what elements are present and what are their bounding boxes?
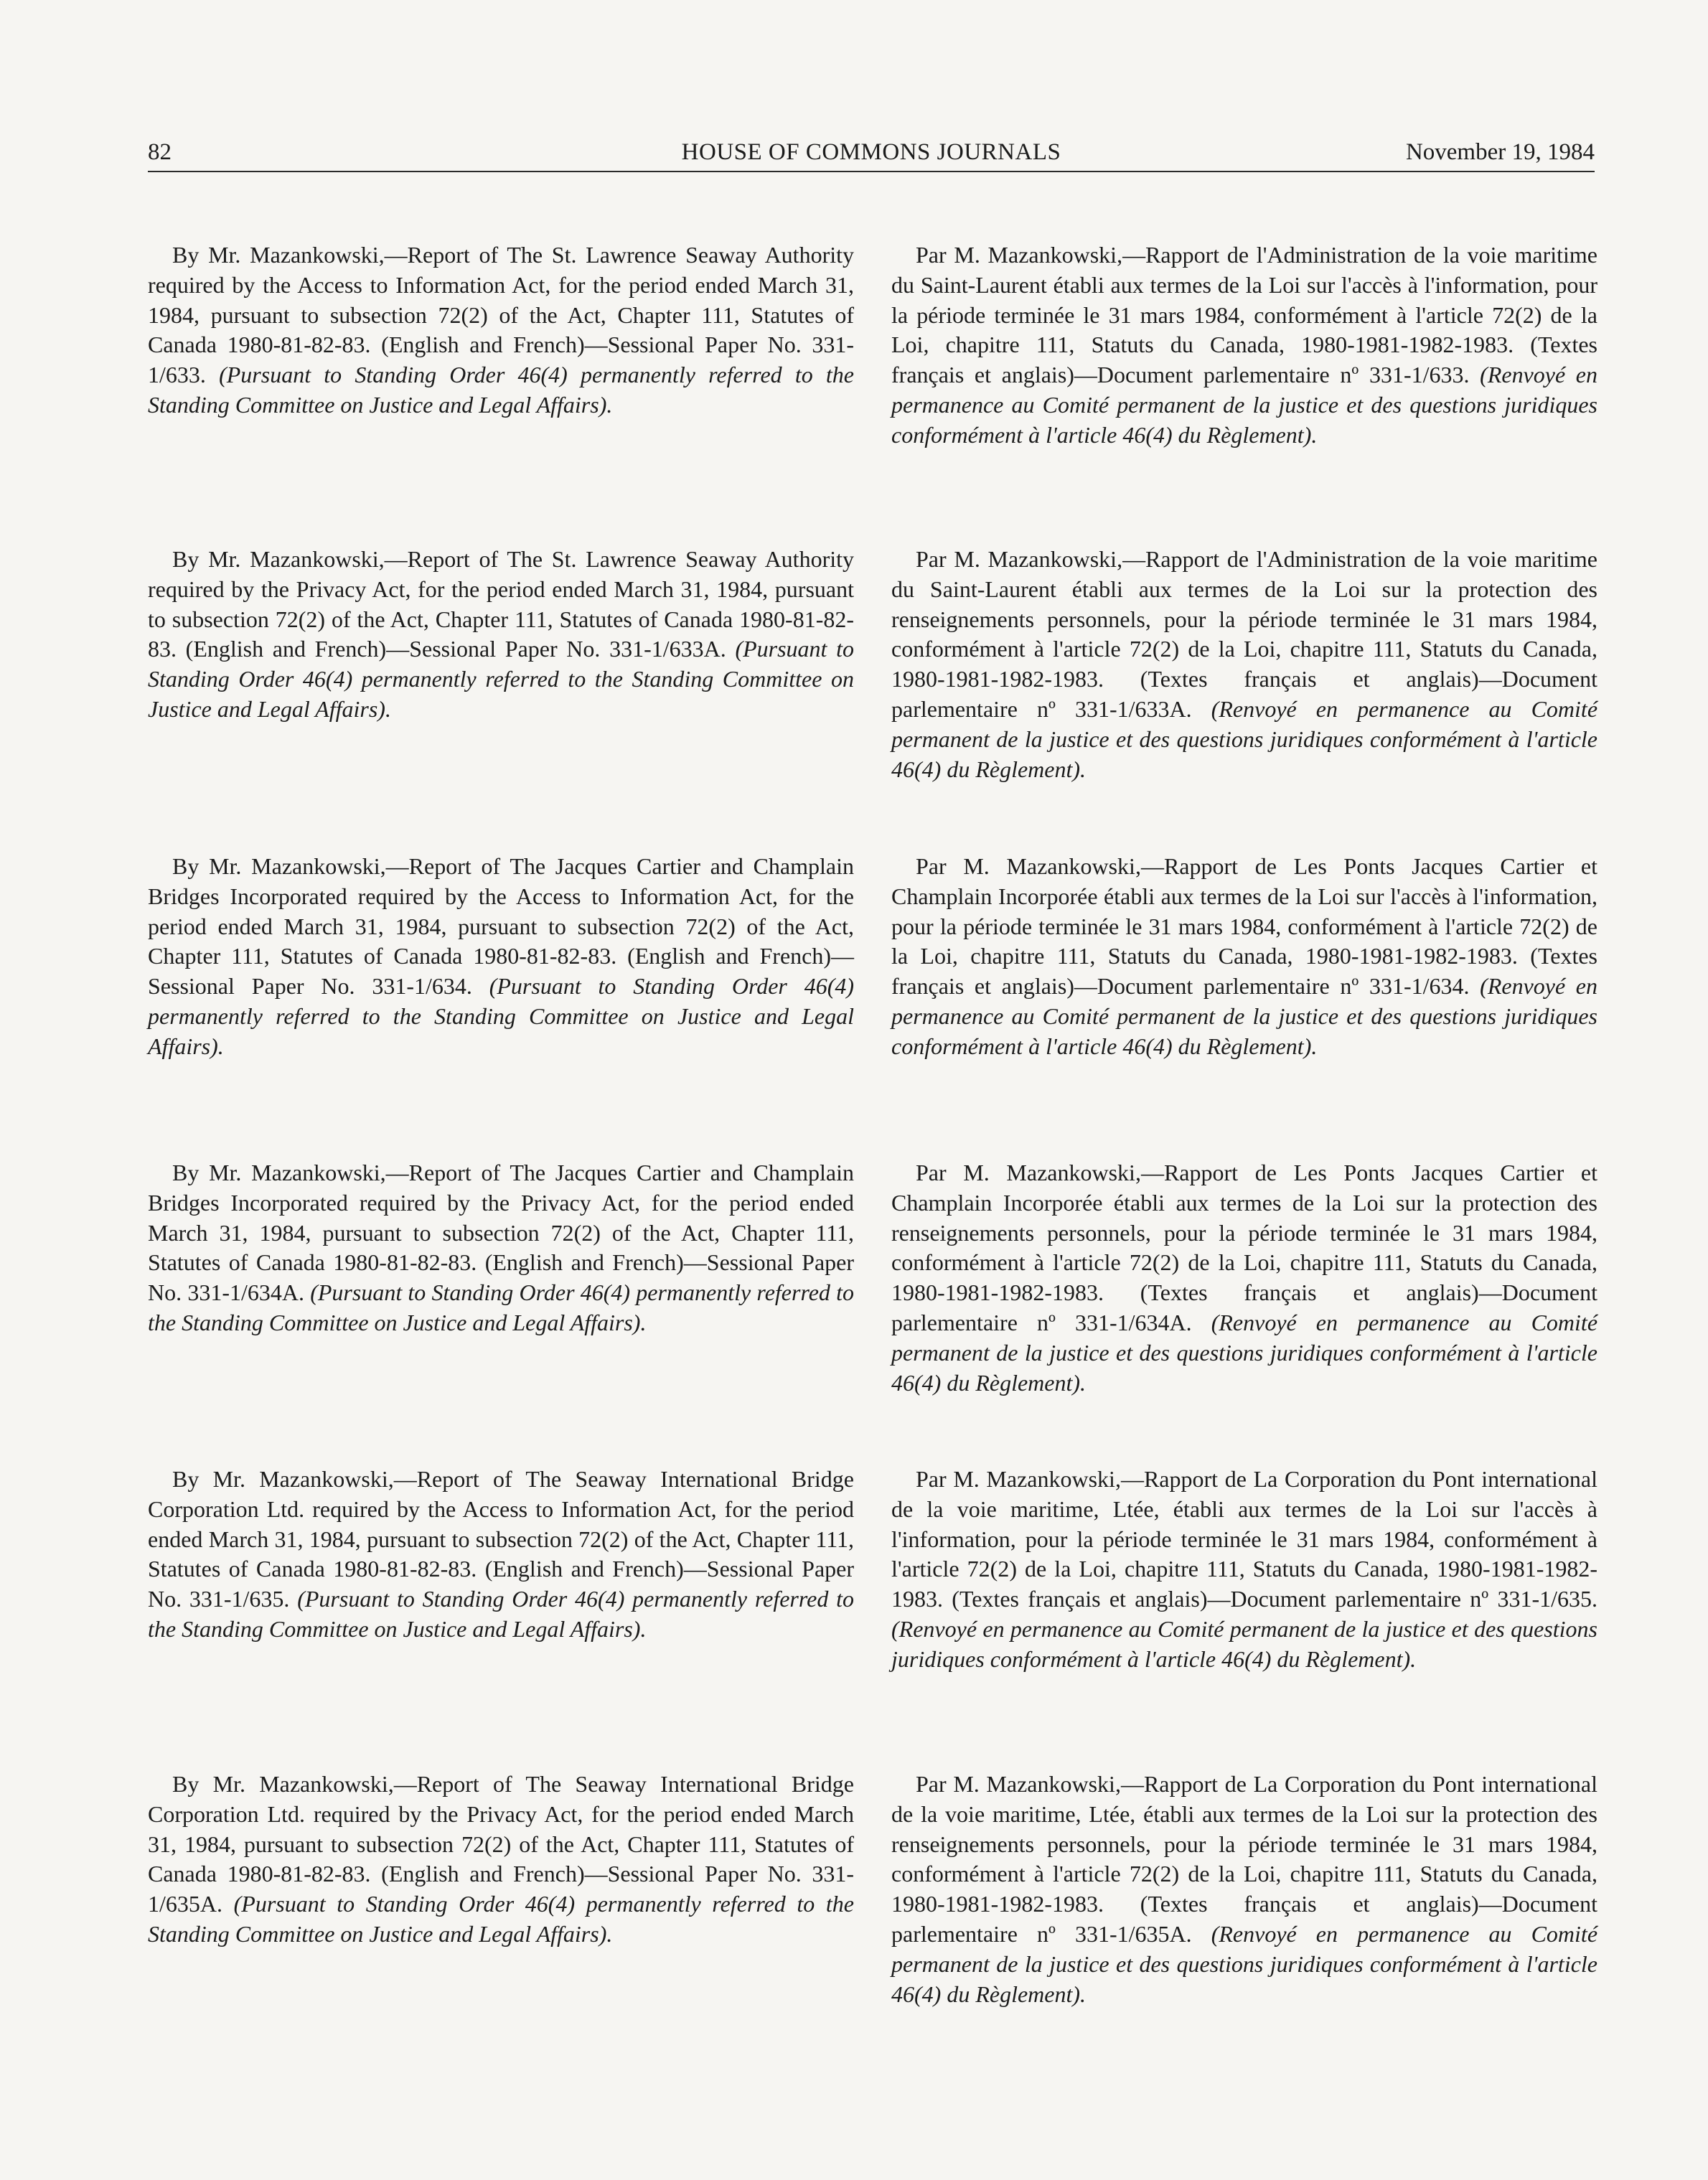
entry-6-french <box>891 1770 1597 2009</box>
entry-1-french-text: Par M. Mazankowski,—Rapport de l'Administration de la voie maritime du Saint-Laurent établi aux termes de la Loi sur l'accès à l'information, pour la période terminée le 31 mars 1984, conformément à l'article 72(2) de la Loi, chapitre 111, Statuts du Canada, 1980-1981-1982-1983. (Textes français et anglais)—Document parlementaire nº 331-1/633. <box>891 242 1597 388</box>
entry-1-english-text: By Mr. Mazankowski,—Report of The St. Lawrence Seaway Authority required by the Access to Information Act, for the period ended March 31, 1984, pursuant to subsection 72(2) of the Act, Chapter 111, Statutes of Canada 1980-81-82-83. (English and French)—Sessional Paper No. 331-1/633. <box>148 242 854 388</box>
entry-5-english-referral: (Pursuant to Standing Order 46(4) permanently referred to the Standing Committee on Justice and Legal Affairs). <box>148 1586 855 1642</box>
entry-2-english <box>148 545 854 725</box>
entry-5-english-text: By Mr. Mazankowski,—Report of The Seaway International Bridge Corporation Ltd. required by the Access to Information Act, for the period ended March 31, 1984, pursuant to subsection 72(2) of the Act, Chapter 111, Statutes of Canada 1980-81-82-83. (English and French)—Sessional Paper No. 331-1/635. <box>148 1466 854 1612</box>
entry-1-french <box>891 240 1597 451</box>
entry-1-english <box>148 240 854 421</box>
entry-4-english-referral: (Pursuant to Standing Order 46(4) permanently referred to the Standing Committee on Justice and Legal Affairs). <box>148 1279 855 1335</box>
entry-3-english-text: By Mr. Mazankowski,—Report of The Jacques Cartier and Champlain Bridges Incorporated required by the Access to Information Act, for the period ended March 31, 1984, pursuant to subsection 72(2) of the Act, Chapter 111, Statutes of Canada 1980-81-82-83. (English and French)—Sessional Paper No. 331-1/634. <box>148 853 854 1000</box>
entry-5-french-text: Par M. Mazankowski,—Rapport de La Corporation du Pont international de la voie maritime, Ltée, établi aux termes de la Loi sur l'accès à l'information, pour la période terminée le 31 mars 1984, conformément à l'article 72(2) de la Loi, chapitre 111, Statuts du Canada, 1980-1981-1982-1983. (Textes français et anglais)—Document parlementaire nº 331-1/635. <box>891 1466 1597 1612</box>
entry-3-english-referral: (Pursuant to Standing Order 46(4) permanently referred to the Standing Committee on Justice and Legal Affairs). <box>148 973 855 1059</box>
entry-5-french-referral: (Renvoyé en permanence au Comité permanent de la justice et des questions juridiques conformément à l'article 46(4) du Règlement). <box>891 1615 1597 1672</box>
entry-4-english-text: By Mr. Mazankowski,—Report of The Jacques Cartier and Champlain Bridges Incorporated required by the Privacy Act, for the period ended March 31, 1984, pursuant to subsection 72(2) of the Act, Chapter 111, Statutes of Canada 1980-81-82-83. (English and French)—Sessional Paper No. 331-1/634A. <box>148 1160 854 1306</box>
entry-3-french-referral: (Renvoyé en permanence au Comité permanent de la justice et des questions juridiques conformément à l'article 46(4) du Règlement). <box>891 973 1598 1059</box>
entry-2-english-referral: (Pursuant to Standing Order 46(4) permanently referred to the Standing Committee on Justice and Legal Affairs). <box>148 636 855 722</box>
entry-3-french-text: Par M. Mazankowski,—Rapport de Les Ponts Jacques Cartier et Champlain Incorporée établi aux termes de la Loi sur l'accès à l'information, pour la période terminée le 31 mars 1984, conformément à l'article 72(2) de la Loi, chapitre 111, Statuts du Canada, 1980-1981-1982-1983. (Textes français et anglais)—Document parlementaire nº 331-1/634. <box>891 853 1597 1000</box>
entry-6-english-referral: (Pursuant to Standing Order 46(4) permanently referred to the Standing Committee on Justice and Legal Affairs). <box>148 1891 855 1947</box>
entry-2-french-referral: (Renvoyé en permanence au Comité permanent de la justice et des questions juridiques conformément à l'article 46(4) du Règlement). <box>891 695 1598 782</box>
entry-4-french-referral: (Renvoyé en permanence au Comité permanent de la justice et des questions juridiques conformément à l'article 46(4) du Règlement). <box>891 1309 1598 1396</box>
page-number: 82 <box>148 139 172 165</box>
entry-3-french <box>891 852 1597 1062</box>
entry-4-english <box>148 1158 854 1338</box>
page-header <box>148 138 1595 174</box>
entry-2-french-text: Par M. Mazankowski,—Rapport de l'Administration de la voie maritime du Saint-Laurent établi aux termes de la Loi sur la protection des renseignements personnels, pour la période terminée le 31 mars 1984, conformément à l'article 72(2) de la Loi, chapitre 111, Statuts du Canada, 1980-1981-1982-1983. (Textes français et anglais)—Document parlementaire nº 331-1/633A. <box>891 546 1597 722</box>
entry-6-english-text: By Mr. Mazankowski,—Report of The Seaway International Bridge Corporation Ltd. required by the Privacy Act, for the period ended March 31, 1984, pursuant to subsection 72(2) of the Act, Chapter 111, Statutes of Canada 1980-81-82-83. (English and French)—Sessional Paper No. 331-1/635A. <box>148 1771 854 1917</box>
header-date: November 19, 1984 <box>1405 139 1595 165</box>
entry-6-english <box>148 1770 854 1950</box>
header-rule <box>148 171 1595 172</box>
entry-2-english-text: By Mr. Mazankowski,—Report of The St. Lawrence Seaway Authority required by the Privacy Act, for the period ended March 31, 1984, pursuant to subsection 72(2) of the Act, Chapter 111, Statutes of Canada 1980-81-82-83. (English and French)—Sessional Paper No. 331-1/633A. <box>148 546 854 662</box>
entry-4-french-text: Par M. Mazankowski,—Rapport de Les Ponts Jacques Cartier et Champlain Incorporée établi aux termes de la Loi sur la protection des renseignements personnels, pour la période terminée le 31 mars 1984, conformément à l'article 72(2) de la Loi, chapitre 111, Statuts du Canada, 1980-1981-1982-1983. (Textes français et anglais)—Document parlementaire nº 331-1/634A. <box>891 1160 1597 1335</box>
entry-3-english <box>148 852 854 1062</box>
entry-2-french <box>891 545 1597 784</box>
entry-1-french-referral: (Renvoyé en permanence au Comité permanent de la justice et des questions juridiques conformément à l'article 46(4) du Règlement). <box>891 362 1598 448</box>
entry-4-french <box>891 1158 1597 1398</box>
entry-6-french-referral: (Renvoyé en permanence au Comité permanent de la justice et des questions juridiques conformément à l'article 46(4) du Règlement). <box>891 1920 1598 2007</box>
entry-1-english-referral: (Pursuant to Standing Order 46(4) permanently referred to the Standing Committee on Justice and Legal Affairs). <box>148 362 855 418</box>
entry-5-english <box>148 1465 854 1645</box>
entry-5-french <box>891 1465 1597 1675</box>
journal-title: HOUSE OF COMMONS JOURNALS <box>681 139 1061 165</box>
entry-6-french-text: Par M. Mazankowski,—Rapport de La Corporation du Pont international de la voie maritime, Ltée, établi aux termes de la Loi sur la protection des renseignements personnels, pour la période terminée le 31 mars 1984, conformément à l'article 72(2) de la Loi, chapitre 111, Statuts du Canada, 1980-1981-1982-1983. (Textes français et anglais)—Document parlementaire nº 331-1/635A. <box>891 1771 1597 1947</box>
